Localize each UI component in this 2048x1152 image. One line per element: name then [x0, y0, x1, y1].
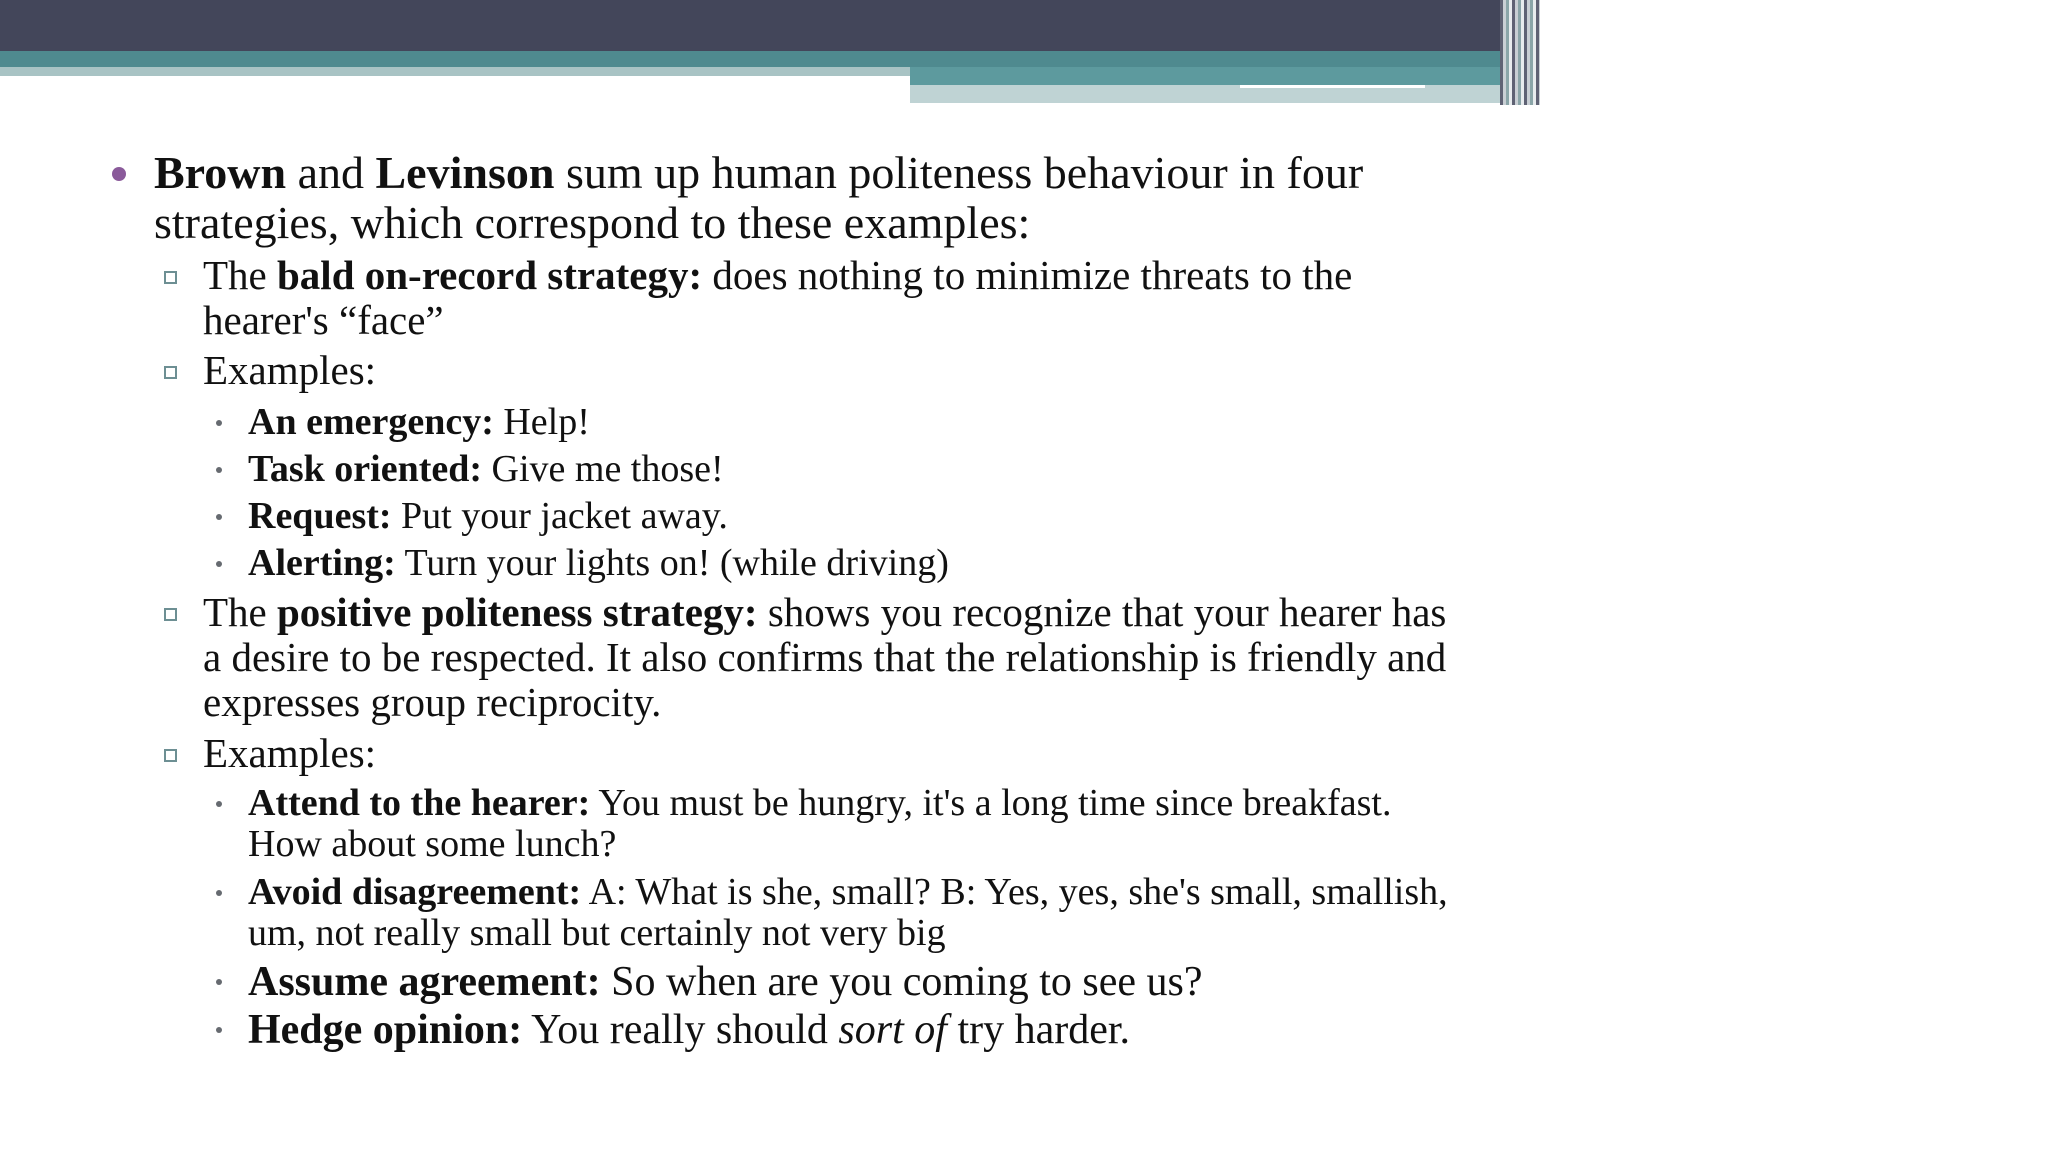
small-dot-bullet-icon	[216, 1027, 222, 1033]
bald-example-item: Alerting: Turn your lights on! (while driving)	[248, 542, 949, 584]
bald-example-item: Task oriented: Give me those!	[248, 448, 724, 490]
bald-strategy-item: The bald on-record strategy: does nothing to minimize threats to the hearer's “face”	[203, 252, 1363, 343]
header-bar-teal-step	[910, 67, 1500, 85]
small-dot-bullet-icon	[216, 514, 222, 520]
positive-strategy-item: The positive politeness strategy: shows you recognize that your hearer has a desire to be respected. It also confirms that the relationship is friendly and expresses group reciprocity.	[203, 589, 1457, 725]
header-bar-light	[0, 67, 910, 76]
small-dot-bullet-icon	[216, 890, 222, 896]
header-accent-line	[1240, 85, 1425, 88]
positive-example-item: Attend to the hearer: You must be hungry, it's a long time since breakfast. How about some lunch?	[248, 782, 1401, 865]
square-bullet-icon	[164, 608, 177, 621]
author-brown: Brown	[154, 147, 287, 198]
author-levinson: Levinson	[375, 147, 555, 198]
header-bar-teal	[0, 51, 1500, 67]
square-bullet-icon	[164, 271, 177, 284]
square-bullet-icon	[164, 749, 177, 762]
bald-example-item: Request: Put your jacket away.	[248, 495, 728, 537]
positive-example-item: Hedge opinion: You really should sort of try harder.	[248, 1007, 1131, 1053]
bullet-dot-icon	[112, 167, 126, 181]
square-bullet-icon	[164, 366, 177, 379]
positive-example-item: Assume agreement: So when are you coming to see us?	[248, 959, 1203, 1005]
small-dot-bullet-icon	[216, 561, 222, 567]
bald-example-item: An emergency: Help!	[248, 401, 590, 443]
positive-example-item: Avoid disagreement: A: What is she, small? B: Yes, yes, she's small, smallish, um, not really small but certainly not very big	[248, 871, 1458, 954]
small-dot-bullet-icon	[216, 420, 222, 426]
small-dot-bullet-icon	[216, 801, 222, 807]
header-bar-dark	[0, 0, 1500, 51]
small-dot-bullet-icon	[216, 467, 222, 473]
header-stripes-decoration	[1500, 0, 1540, 105]
small-dot-bullet-icon	[216, 979, 222, 985]
examples-label-2: Examples:	[203, 730, 377, 776]
italic-phrase: sort of	[838, 1007, 947, 1053]
intro-paragraph: Brown and Levinson sum up human politeness behaviour in four strategies, which correspond to these examples:	[154, 147, 1375, 248]
examples-label-1: Examples:	[203, 347, 377, 393]
